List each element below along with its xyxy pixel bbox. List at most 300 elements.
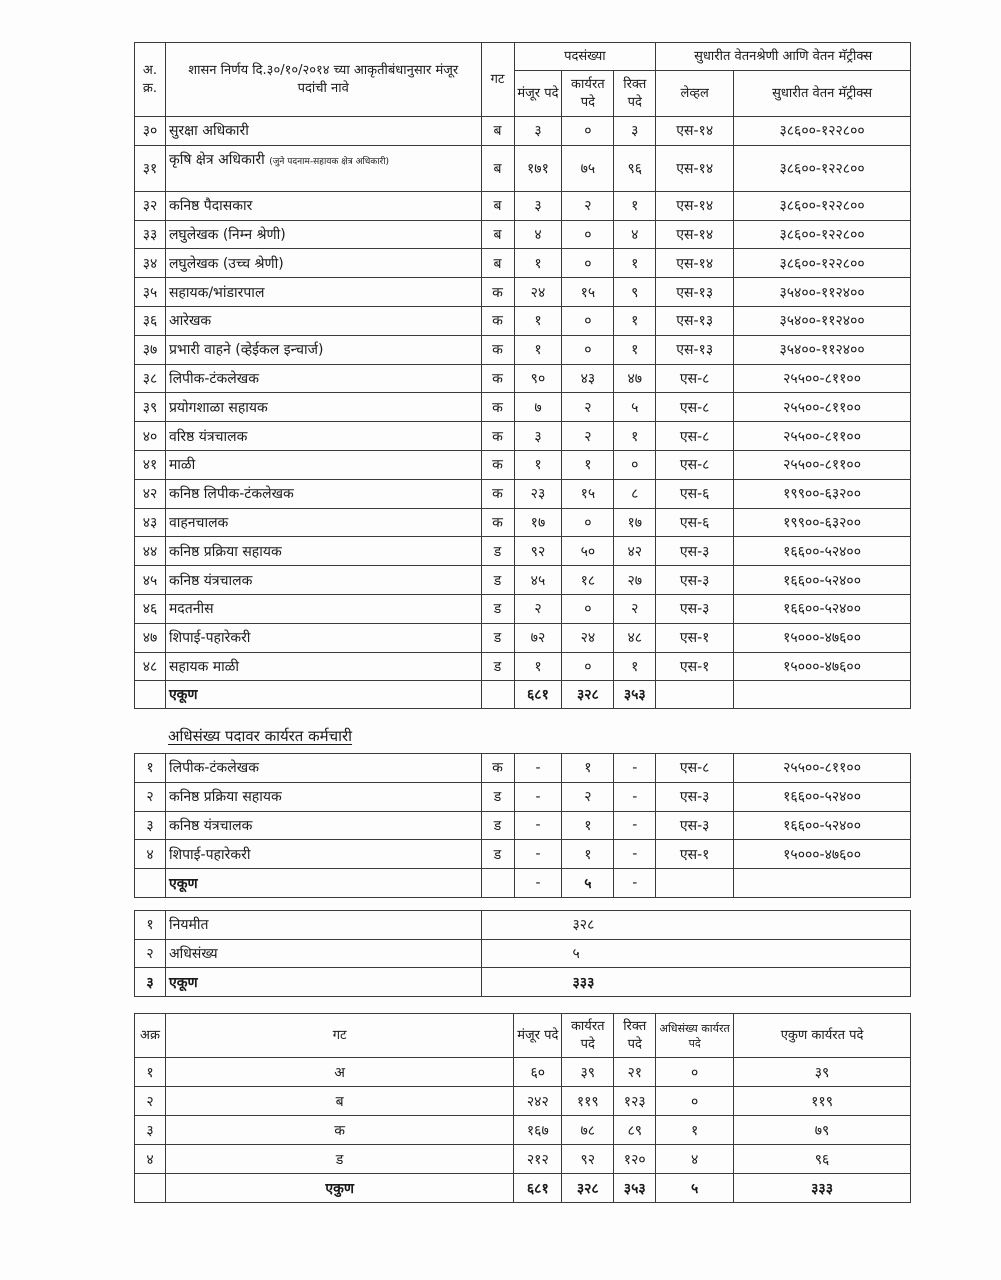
vacant-cell: ५ xyxy=(614,393,656,422)
post-name-cell xyxy=(165,249,481,278)
vacant-cell: ३ xyxy=(614,117,656,146)
group-cell: ड xyxy=(481,623,514,652)
working-cell: १ xyxy=(562,811,614,840)
table-row xyxy=(135,840,911,869)
summary-label: एकूण xyxy=(165,968,481,997)
serial-cell: ४१ xyxy=(135,450,166,479)
pay-matrix-cell: ३८६००-१२२८०० xyxy=(734,249,911,278)
sanctioned-cell: ४ xyxy=(514,220,562,249)
table-row xyxy=(135,508,911,537)
level-cell: एस-१३ xyxy=(656,306,734,335)
serial-cell: ३२ xyxy=(135,191,166,220)
serial-cell: ३६ xyxy=(135,306,166,335)
working-cell: ० xyxy=(562,594,614,623)
post-name: कृषि क्षेत्र अधिकारी xyxy=(168,151,265,168)
level-cell: एस-८ xyxy=(656,422,734,451)
group-cell: ड xyxy=(481,782,514,811)
vacant-cell: ४७ xyxy=(614,364,656,393)
level-cell: एस-१ xyxy=(656,652,734,681)
level-cell: एस-१३ xyxy=(656,278,734,307)
level-cell: एस-१ xyxy=(656,840,734,869)
post-name-cell xyxy=(165,335,481,364)
summary-table xyxy=(134,910,911,997)
post-name-cell: शिपाई-पहारेकरी xyxy=(165,840,481,869)
group-cell: क xyxy=(481,754,514,783)
table-row xyxy=(135,811,911,840)
total-sanctioned: - xyxy=(514,869,562,898)
summary-label: नियमीत xyxy=(165,911,481,940)
serial-cell: ३८ xyxy=(135,364,166,393)
sanctioned-cell: २४ xyxy=(514,278,562,307)
total-label: एकूण xyxy=(165,681,481,709)
serial-cell: ४२ xyxy=(135,479,166,508)
serial-cell: ३७ xyxy=(135,335,166,364)
table-row xyxy=(135,335,911,364)
post-name-cell xyxy=(165,117,481,146)
working-cell: ११९ xyxy=(562,1087,614,1116)
post-name-cell: कनिष्ठ प्रक्रिया सहायक xyxy=(165,782,481,811)
group-cell: ब xyxy=(481,220,514,249)
total-sanctioned: ६८१ xyxy=(514,1174,562,1203)
level-cell: एस-६ xyxy=(656,479,734,508)
sanctioned-cell: १ xyxy=(514,335,562,364)
group-header-vacant: रिक्त पदे xyxy=(614,1014,656,1058)
header-pay-matrix: सुधारीत वेतन मॅट्रीक्स xyxy=(734,71,911,117)
empty-cell xyxy=(135,869,166,898)
working-cell: ९२ xyxy=(562,1145,614,1174)
working-cell: ० xyxy=(562,249,614,278)
group-cell: ब xyxy=(481,117,514,146)
pay-matrix-cell: ३५४००-११२४०० xyxy=(734,335,911,364)
empty-cell xyxy=(734,681,911,709)
group-cell: अ xyxy=(165,1058,513,1087)
serial-cell: ३ xyxy=(135,811,166,840)
post-name-cell xyxy=(165,537,481,566)
header-pay-section: सुधारीत वेतनश्रेणी आणि वेतन मॅट्रीक्स xyxy=(656,43,911,71)
sanctioned-posts-table xyxy=(134,42,911,709)
group-cell: क xyxy=(481,450,514,479)
level-cell: एस-१४ xyxy=(656,117,734,146)
total-vacant: - xyxy=(614,869,656,898)
working-cell: २ xyxy=(562,191,614,220)
level-cell: एस-८ xyxy=(656,364,734,393)
serial-cell: १ xyxy=(135,754,166,783)
group-header-group: गट xyxy=(165,1014,513,1058)
group-cell: क xyxy=(481,335,514,364)
post-name-cell: कनिष्ठ यंत्रचालक xyxy=(165,811,481,840)
pay-matrix-cell: १६६००-५२४०० xyxy=(734,566,911,595)
table-row xyxy=(135,623,911,652)
working-cell: ५० xyxy=(562,537,614,566)
table-row xyxy=(135,594,911,623)
empty-cell xyxy=(135,1174,166,1203)
sanctioned-cell: ३ xyxy=(514,422,562,451)
working-cell: ० xyxy=(562,117,614,146)
sanctioned-cell: १ xyxy=(514,652,562,681)
vacant-cell: ८ xyxy=(614,479,656,508)
pay-matrix-cell: २५५००-८११०० xyxy=(734,364,911,393)
sanctioned-cell: १ xyxy=(514,306,562,335)
vacant-cell: - xyxy=(614,840,656,869)
group-cell: क xyxy=(481,508,514,537)
sanctioned-cell: ४५ xyxy=(514,566,562,595)
empty-cell xyxy=(481,681,514,709)
pay-matrix-cell: १९९००-६३२०० xyxy=(734,479,911,508)
post-name: सहायक/भांडारपाल xyxy=(168,284,265,301)
serial-cell: ४ xyxy=(135,1145,166,1174)
vacant-cell: ४ xyxy=(614,220,656,249)
group-cell: क xyxy=(165,1116,513,1145)
working-cell: १ xyxy=(562,840,614,869)
post-name-cell xyxy=(165,508,481,537)
serial-cell: २ xyxy=(135,782,166,811)
sanctioned-cell: - xyxy=(514,782,562,811)
table-row xyxy=(135,145,911,191)
post-name-cell xyxy=(165,594,481,623)
sanctioned-cell: ३ xyxy=(514,191,562,220)
pay-matrix-cell: ३८६००-१२२८०० xyxy=(734,117,911,146)
vacant-cell: ४८ xyxy=(614,623,656,652)
serial-cell: ४३ xyxy=(135,508,166,537)
level-cell: एस-३ xyxy=(656,537,734,566)
group-cell: क xyxy=(481,479,514,508)
post-name: वाहनचालक xyxy=(168,514,229,531)
post-name-cell xyxy=(165,393,481,422)
group-cell: ब xyxy=(165,1087,513,1116)
serial-cell: २ xyxy=(135,939,166,968)
vacant-cell: ९ xyxy=(614,278,656,307)
pay-matrix-cell: १५०००-४७६०० xyxy=(734,623,911,652)
header-post-name: शासन निर्णय दि.३०/१०/२०१४ च्या आकृतीबंधानुसार मंजूर पदांची नावे xyxy=(165,43,481,117)
group-header-supernumerary: अधिसंख्य कार्यरत पदे xyxy=(656,1014,734,1058)
pay-matrix-cell: २५५००-८११०० xyxy=(734,422,911,451)
summary-row xyxy=(135,939,911,968)
post-name: लिपीक-टंकलेखक xyxy=(168,370,259,387)
total-working-cell: ७९ xyxy=(734,1116,911,1145)
header-post-count: पदसंख्या xyxy=(514,43,656,71)
post-name: प्रयोगशाळा सहायक xyxy=(168,399,268,416)
working-cell: २ xyxy=(562,393,614,422)
vacant-cell: २७ xyxy=(614,566,656,595)
level-cell: एस-६ xyxy=(656,508,734,537)
pay-matrix-cell: २५५००-८११०० xyxy=(734,754,911,783)
post-name-cell xyxy=(165,623,481,652)
total-working: ३२८ xyxy=(562,1174,614,1203)
working-cell: ७५ xyxy=(562,145,614,191)
header-group: गट xyxy=(481,43,514,117)
post-name: माळी xyxy=(168,457,196,474)
post-name: लघुलेखक (निम्न श्रेणी) xyxy=(168,226,286,243)
post-name-cell xyxy=(165,422,481,451)
group-cell: ड xyxy=(481,566,514,595)
post-name-cell xyxy=(165,145,481,191)
vacant-cell: १२० xyxy=(614,1145,656,1174)
supernumerary-cell: १ xyxy=(656,1116,734,1145)
vacant-cell: २ xyxy=(614,594,656,623)
serial-cell: ३० xyxy=(135,117,166,146)
working-cell: ० xyxy=(562,508,614,537)
vacant-cell: १ xyxy=(614,306,656,335)
summary-row xyxy=(135,911,911,940)
pay-matrix-cell: १५०००-४७६०० xyxy=(734,840,911,869)
sanctioned-cell: २४२ xyxy=(514,1087,562,1116)
summary-value: ३२८ xyxy=(481,911,910,940)
level-cell: एस-८ xyxy=(656,754,734,783)
level-cell: एस-३ xyxy=(656,782,734,811)
total-row xyxy=(135,681,911,709)
table-row xyxy=(135,537,911,566)
sanctioned-cell: ३ xyxy=(514,117,562,146)
sanctioned-cell: - xyxy=(514,811,562,840)
serial-cell: ३ xyxy=(135,1116,166,1145)
header-working: कार्यरत पदे xyxy=(562,71,614,117)
group-cell: क xyxy=(481,393,514,422)
sanctioned-cell: ९० xyxy=(514,364,562,393)
vacant-cell: १ xyxy=(614,191,656,220)
working-cell: ० xyxy=(562,652,614,681)
pay-matrix-cell: १५०००-४७६०० xyxy=(734,652,911,681)
table-row xyxy=(135,479,911,508)
table-row xyxy=(135,191,911,220)
vacant-cell: - xyxy=(614,811,656,840)
total-working: ५ xyxy=(562,869,614,898)
pay-matrix-cell: ३५४००-११२४०० xyxy=(734,278,911,307)
group-cell: ड xyxy=(481,537,514,566)
post-name: लघुलेखक (उच्च श्रेणी) xyxy=(168,255,284,272)
level-cell: एस-१४ xyxy=(656,220,734,249)
level-cell: एस-१४ xyxy=(656,145,734,191)
pay-matrix-cell: ३८६००-१२२८०० xyxy=(734,220,911,249)
group-cell: ड xyxy=(481,652,514,681)
level-cell: एस-१३ xyxy=(656,335,734,364)
total-vacant: ३५३ xyxy=(614,681,656,709)
sanctioned-cell: १६७ xyxy=(514,1116,562,1145)
working-cell: ७८ xyxy=(562,1116,614,1145)
vacant-cell: ४२ xyxy=(614,537,656,566)
group-cell: ड xyxy=(481,594,514,623)
serial-cell: २ xyxy=(135,1087,166,1116)
total-working-cell: ११९ xyxy=(734,1087,911,1116)
working-cell: ० xyxy=(562,220,614,249)
group-cell: ड xyxy=(481,840,514,869)
serial-cell: ३४ xyxy=(135,249,166,278)
sanctioned-cell: २३ xyxy=(514,479,562,508)
total-total-working: ३३३ xyxy=(734,1174,911,1203)
supernumerary-heading: अधिसंख्य पदावर कार्यरत कर्मचारी xyxy=(168,727,353,745)
pay-matrix-cell: १९९००-६३२०० xyxy=(734,508,911,537)
pay-matrix-cell: १६६००-५२४०० xyxy=(734,594,911,623)
table-row xyxy=(135,364,911,393)
group-header-working: कार्यरत पदे xyxy=(562,1014,614,1058)
empty-cell xyxy=(135,681,166,709)
post-name-cell xyxy=(165,278,481,307)
level-cell: एस-३ xyxy=(656,594,734,623)
level-cell: एस-८ xyxy=(656,450,734,479)
group-cell: ब xyxy=(481,249,514,278)
post-name-cell xyxy=(165,566,481,595)
summary-value: ५ xyxy=(481,939,910,968)
post-name: मदतनीस xyxy=(168,601,214,618)
empty-cell xyxy=(656,869,734,898)
total-sanctioned: ६८१ xyxy=(514,681,562,709)
level-cell: एस-३ xyxy=(656,811,734,840)
sanctioned-cell: ९२ xyxy=(514,537,562,566)
table-row xyxy=(135,278,911,307)
total-row xyxy=(135,1174,911,1203)
summary-row xyxy=(135,968,911,997)
vacant-cell: १ xyxy=(614,249,656,278)
post-name: सुरक्षा अधिकारी xyxy=(168,123,249,140)
post-name: शिपाई-पहारेकरी xyxy=(168,630,251,647)
vacant-cell: - xyxy=(614,754,656,783)
group-cell: ब xyxy=(481,145,514,191)
serial-cell: ३९ xyxy=(135,393,166,422)
pay-matrix-cell: १६६००-५२४०० xyxy=(734,537,911,566)
post-name: वरिष्ठ यंत्रचालक xyxy=(168,428,248,445)
working-cell: १ xyxy=(562,754,614,783)
level-cell: एस-१ xyxy=(656,623,734,652)
table-row xyxy=(135,652,911,681)
total-label: एकूण xyxy=(165,869,481,898)
working-cell: ४३ xyxy=(562,364,614,393)
serial-cell: ३१ xyxy=(135,145,166,191)
working-cell: १८ xyxy=(562,566,614,595)
table-row xyxy=(135,754,911,783)
group-cell: ब xyxy=(481,191,514,220)
pay-matrix-cell: २५५००-८११०० xyxy=(734,393,911,422)
table-row xyxy=(135,782,911,811)
pay-matrix-cell: ३८६००-१२२८०० xyxy=(734,191,911,220)
post-name-cell xyxy=(165,306,481,335)
table-row xyxy=(135,1116,911,1145)
post-name-cell xyxy=(165,450,481,479)
supernumerary-table xyxy=(134,753,911,898)
vacant-cell: ८९ xyxy=(614,1116,656,1145)
level-cell: एस-३ xyxy=(656,566,734,595)
table-row xyxy=(135,450,911,479)
sanctioned-cell: ६० xyxy=(514,1058,562,1087)
sanctioned-cell: १७ xyxy=(514,508,562,537)
post-name: आरेखक xyxy=(168,313,212,330)
total-vacant: ३५३ xyxy=(614,1174,656,1203)
working-cell: ० xyxy=(562,306,614,335)
summary-value: ३३३ xyxy=(481,968,910,997)
post-name: सहायक माळी xyxy=(168,658,240,675)
sanctioned-cell: ७ xyxy=(514,393,562,422)
pay-matrix-cell: ३५४००-११२४०० xyxy=(734,306,911,335)
group-cell: ड xyxy=(165,1145,513,1174)
vacant-cell: - xyxy=(614,782,656,811)
group-cell: क xyxy=(481,306,514,335)
serial-cell: ४४ xyxy=(135,537,166,566)
serial-cell: ४० xyxy=(135,422,166,451)
post-name: कनिष्ठ प्रक्रिया सहायक xyxy=(168,543,282,560)
vacant-cell: २१ xyxy=(614,1058,656,1087)
total-label: एकुण xyxy=(165,1174,513,1203)
post-name: प्रभारी वाहने (व्हेईकल इन्चार्ज) xyxy=(168,342,324,359)
serial-cell: ४८ xyxy=(135,652,166,681)
empty-cell xyxy=(481,869,514,898)
working-cell: ३९ xyxy=(562,1058,614,1087)
working-cell: २ xyxy=(562,422,614,451)
serial-cell: १ xyxy=(135,911,166,940)
group-cell: क xyxy=(481,278,514,307)
total-supernumerary: ५ xyxy=(656,1174,734,1203)
vacant-cell: ० xyxy=(614,450,656,479)
post-name-note: (जुने पदनाम-सहायक क्षेत्र अधिकारी) xyxy=(269,156,390,167)
group-cell: ड xyxy=(481,811,514,840)
group-wise-table xyxy=(134,1013,911,1203)
serial-cell: ३५ xyxy=(135,278,166,307)
table-row xyxy=(135,566,911,595)
sanctioned-cell: २१२ xyxy=(514,1145,562,1174)
sanctioned-cell: १७१ xyxy=(514,145,562,191)
sanctioned-cell: १ xyxy=(514,249,562,278)
supernumerary-cell: ४ xyxy=(656,1145,734,1174)
pay-matrix-cell: १६६००-५२४०० xyxy=(734,811,911,840)
post-name: कनिष्ठ यंत्रचालक xyxy=(168,572,253,589)
group-cell: क xyxy=(481,364,514,393)
table-row xyxy=(135,393,911,422)
post-name-cell: लिपीक-टंकलेखक xyxy=(165,754,481,783)
serial-cell: ३ xyxy=(135,968,166,997)
post-name: कनिष्ठ लिपीक-टंकलेखक xyxy=(168,486,294,503)
level-cell: एस-१४ xyxy=(656,249,734,278)
table-row xyxy=(135,1145,911,1174)
vacant-cell: १२३ xyxy=(614,1087,656,1116)
total-working: ३२८ xyxy=(562,681,614,709)
pay-matrix-cell: १६६००-५२४०० xyxy=(734,782,911,811)
header-level: लेव्हल xyxy=(656,71,734,117)
total-working-cell: ९६ xyxy=(734,1145,911,1174)
table-row xyxy=(135,306,911,335)
group-header-sanctioned: मंजूर पदे xyxy=(514,1014,562,1058)
serial-cell: ४५ xyxy=(135,566,166,595)
working-cell: २४ xyxy=(562,623,614,652)
serial-cell: ३३ xyxy=(135,220,166,249)
serial-cell: ४ xyxy=(135,840,166,869)
level-cell: एस-१४ xyxy=(656,191,734,220)
serial-cell: ४६ xyxy=(135,594,166,623)
working-cell: १५ xyxy=(562,479,614,508)
summary-label: अधिसंख्य xyxy=(165,939,481,968)
vacant-cell: १ xyxy=(614,652,656,681)
post-name-cell xyxy=(165,220,481,249)
working-cell: ० xyxy=(562,335,614,364)
empty-cell xyxy=(734,869,911,898)
post-name-cell xyxy=(165,652,481,681)
header-serial: अ. क्र. xyxy=(135,43,166,117)
post-name-cell xyxy=(165,364,481,393)
sanctioned-cell: ७२ xyxy=(514,623,562,652)
pay-matrix-cell: ३८६००-१२२८०० xyxy=(734,145,911,191)
header-sanctioned: मंजूर पदे xyxy=(514,71,562,117)
supernumerary-cell: ० xyxy=(656,1058,734,1087)
vacant-cell: ९६ xyxy=(614,145,656,191)
post-name-cell xyxy=(165,479,481,508)
table-row xyxy=(135,249,911,278)
post-name-cell xyxy=(165,191,481,220)
empty-cell xyxy=(656,681,734,709)
post-name: कनिष्ठ पैदासकार xyxy=(168,198,253,215)
total-row xyxy=(135,869,911,898)
supernumerary-cell: ० xyxy=(656,1087,734,1116)
table-row xyxy=(135,220,911,249)
vacant-cell: १ xyxy=(614,422,656,451)
sanctioned-cell: - xyxy=(514,840,562,869)
table-row xyxy=(135,1087,911,1116)
working-cell: १ xyxy=(562,450,614,479)
